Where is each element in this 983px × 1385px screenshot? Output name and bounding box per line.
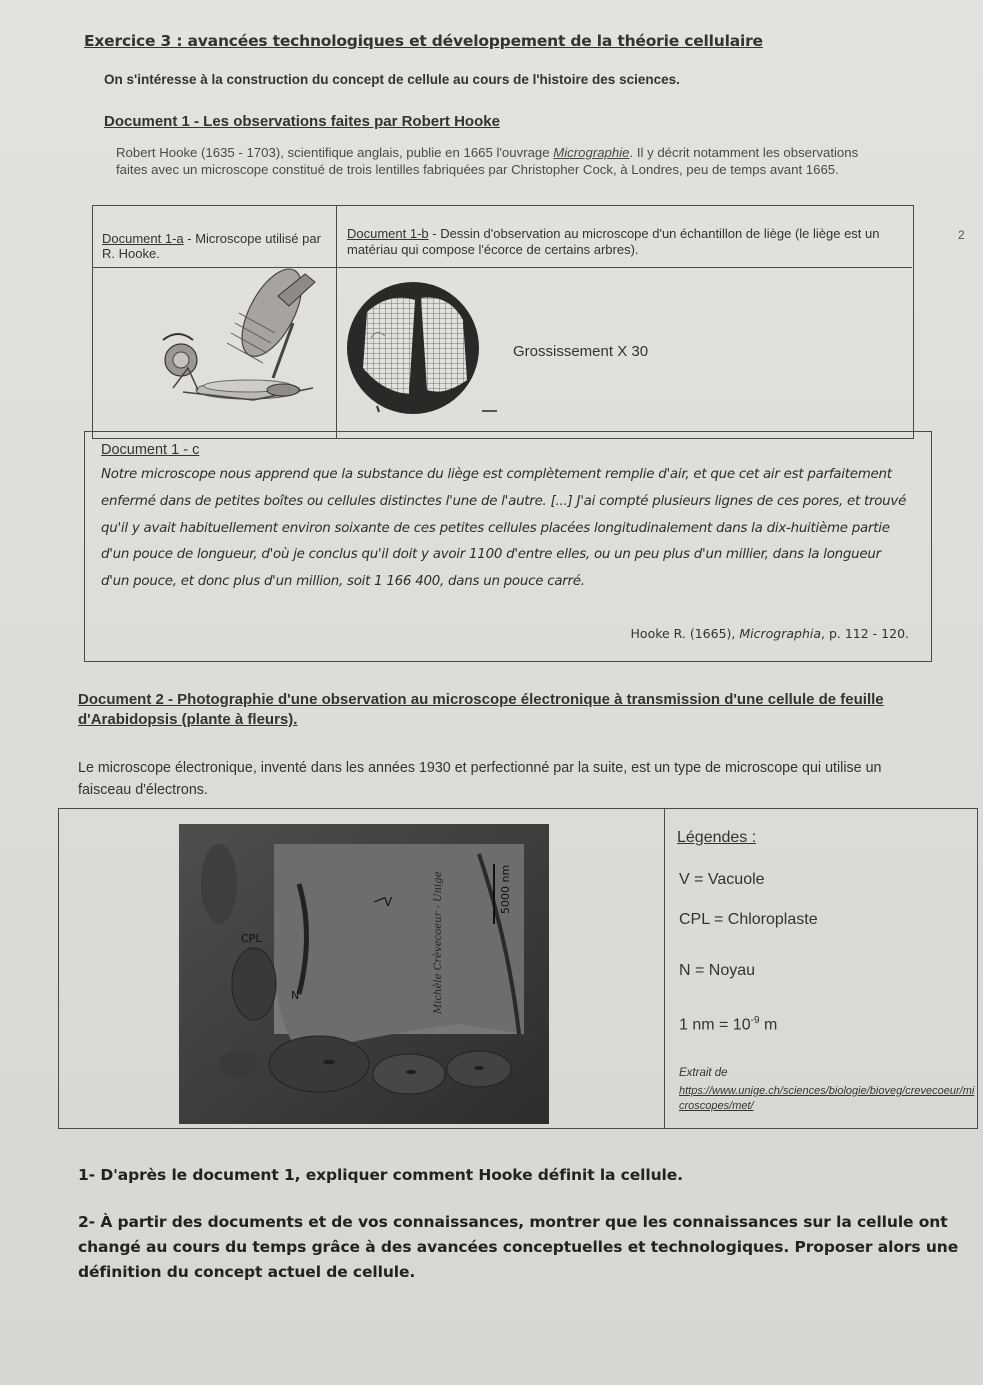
micrograph-credit: Michèle Crèvecoeur - Unige <box>433 871 444 1014</box>
legend-title: Légendes : <box>677 829 757 846</box>
source-label: Extrait de <box>679 1067 728 1079</box>
legend-unit <box>679 1015 777 1034</box>
question-2: 2- À partir des documents et de vos connaissances, montrer que les connaissances sur la cellule ont changé au cours du temps grâce à des avancées conceptuelles et technologiques. Proposer alors une définition du concept actuel de cellule. <box>78 1213 959 1281</box>
legend-chloroplast: CPL = Chloroplaste <box>679 911 818 928</box>
doc1a-caption <box>93 206 337 268</box>
document-2-table <box>58 808 978 1129</box>
cork-observation-drawing <box>337 268 517 438</box>
hooke-microscope-illustration <box>93 268 337 438</box>
doc1b-caption <box>337 206 912 268</box>
doc1a-caption-text: - Microscope utilisé par R. Hooke. <box>102 231 321 261</box>
book-title: Micrographie <box>553 145 630 160</box>
exercise-intro: On s'intéresse à la construction du concept de cellule au cours de l'histoire des sciences. <box>104 72 680 87</box>
photo-label-v: V <box>384 895 393 909</box>
quote-reference <box>631 626 909 641</box>
question-1: 1- D'après le document 1, expliquer comment Hooke définit la cellule. <box>78 1166 683 1184</box>
doc1-text-part: . Il y décrit notamment les observations faites avec un microscope constitué de trois lentilles fabriquées par Christopher Cock, à Londres, peu de temps avant 1665. <box>116 145 859 177</box>
doc1c-label <box>101 442 199 458</box>
photo-label-cpl: CPL <box>241 932 262 945</box>
legend-panel <box>664 809 977 1128</box>
doc1-text-part: Robert Hooke (1635 - 1703), scientifique anglais, publie en 1665 l'ouvrage <box>116 145 554 160</box>
unit-exponent: -9 <box>750 1015 760 1026</box>
unit-base: 1 nm = 10 <box>679 1016 751 1034</box>
ref-work: Micrographia <box>739 626 822 641</box>
legend-vacuole: V = Vacuole <box>679 871 765 888</box>
photo-label-n: N <box>291 989 300 1002</box>
document-2-text: Le microscope électronique, inventé dans les années 1930 et perfectionné par la suite, est un type de microscope qui utilise un faisceau d'électrons. <box>78 760 882 798</box>
source-link[interactable]: https://www.unige.ch/sciences/biologie/bioveg/crevecoeur/microscopes/met/ <box>679 1085 975 1112</box>
unit-tail: m <box>759 1016 778 1034</box>
micrograph-image <box>179 824 549 1124</box>
document-1-heading: Document 1 - Les observations faites par Robert Hooke <box>104 113 500 130</box>
margin-mark: 2 <box>958 228 965 242</box>
legend-nucleus: N = Noyau <box>679 962 756 979</box>
ref-author: Hooke R. (1665), <box>630 626 740 641</box>
doc1c-label-text: Document 1 - c <box>101 442 200 458</box>
document-1-text <box>116 145 876 178</box>
exercise-title: Exercice 3 : avancées technologiques et développement de la théorie cellulaire <box>84 32 763 50</box>
document-2-heading: Document 2 - Photographie d'une observation au microscope électronique à transmission d'une cellule de feuille d'Arabidopsis (plante à fleurs). <box>78 691 884 728</box>
ref-pages: , p. 112 - 120. <box>821 626 909 641</box>
doc1b-caption-text: - Dessin d'observation au microscope d'un échantillon de liège (le liège est un matériau qui compose l'écorce de certains arbres). <box>347 226 880 257</box>
hooke-quote: Notre microscope nous apprend que la substance du liège est complètement remplie d'air, et que cet air est parfaitement enfermé dans de petites boîtes ou cellules distinctes l'une de l'autre. [...] J'ai compté plusieurs lignes de ces pores, et trouvé qu'il y avait habituellement environ soixante de ces petites cellules placées longitudinalement dans la dix-huitième partie d'un pouce de longueur, d'où je conclus qu'il doit y avoir 1100 d'entre elles, ou un peu plus d'un millier, dans la longueur d'un pouce, et donc plus d'un million, soit 1 166 400, dans un pouce carré. <box>101 467 907 590</box>
microscope-drawing <box>93 268 335 438</box>
doc1b-label: Document 1-b <box>347 226 429 241</box>
document-1-table <box>92 205 914 439</box>
magnification-label: Grossissement X 30 <box>513 343 649 360</box>
cork-drawing-panel <box>337 268 912 438</box>
document-1c-box <box>84 431 932 662</box>
micrograph-scale: 5000 nm <box>499 864 512 914</box>
doc1a-label: Document 1-a <box>102 231 184 246</box>
electron-micrograph <box>179 824 549 1124</box>
